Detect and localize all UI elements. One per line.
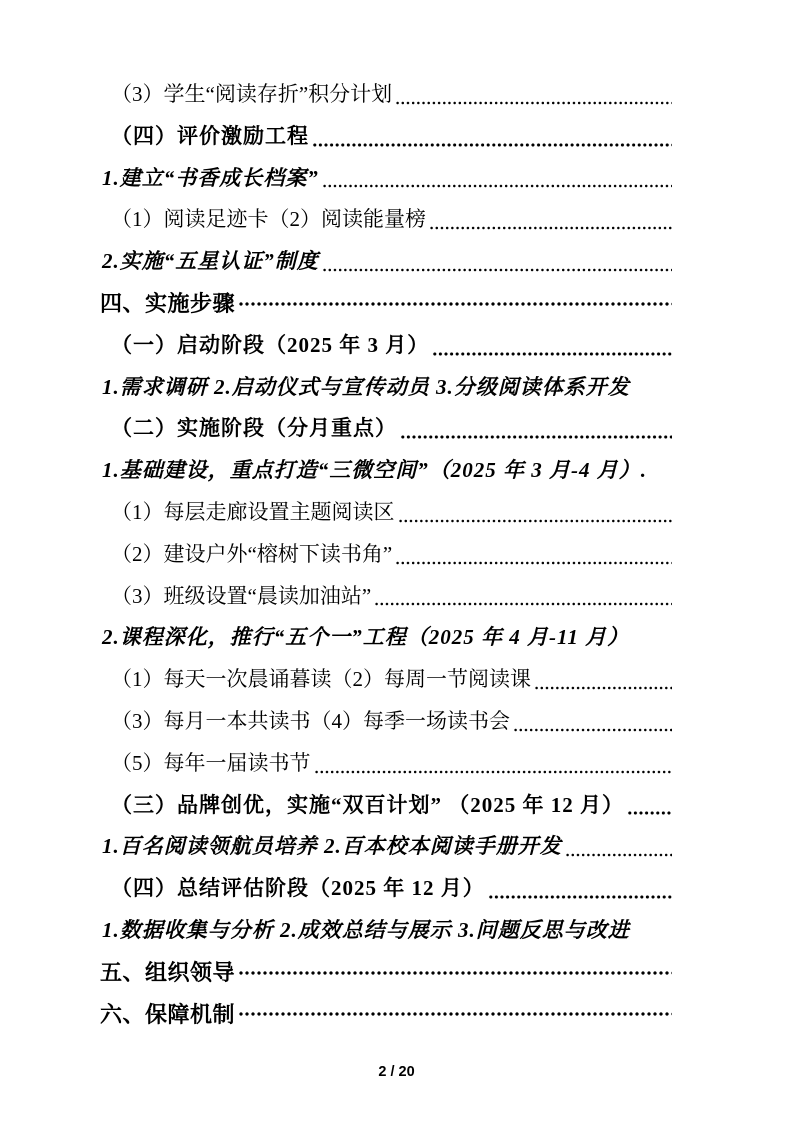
dot-leader [238, 952, 672, 994]
toc-entry[interactable] [100, 241, 672, 283]
toc-entry[interactable] [100, 659, 672, 701]
toc-entry[interactable] [100, 367, 672, 409]
dot-leader [238, 283, 672, 325]
dot-leader [395, 534, 672, 576]
toc-entry[interactable] [100, 576, 672, 618]
toc-entry-text: （四）总结评估阶段（2025 年 12 月） [111, 876, 485, 901]
dot-leader [314, 743, 673, 785]
toc-entry-text: 1.建立“书香成长档案” [102, 165, 319, 190]
toc-entry[interactable] [100, 116, 672, 158]
toc-entry-text: 1.数据收集与分析 2.成效总结与展示 3.问题反思与改进 [102, 917, 630, 942]
toc-entry-text: （5）每年一届读书节 [111, 750, 311, 775]
toc-entry[interactable] [100, 994, 672, 1036]
toc-entry-text: 1.基础建设，重点打造“三微空间”（2025 年 3 月-4 月）. [102, 458, 647, 483]
toc-entry-text: （3）每月一本共读书（4）每季一场读书会 [111, 708, 510, 733]
dot-leader [565, 826, 672, 868]
toc-entry[interactable] [100, 325, 672, 367]
toc-list [100, 74, 672, 1035]
toc-entry-text: （三）品牌创优，实施“双百计划” （2025 年 12 月） [111, 792, 624, 817]
toc-entry-text: （3）班级设置“晨读加油站” [111, 583, 372, 608]
toc-entry[interactable] [100, 534, 672, 576]
toc-entry-text: 1.百名阅读领航员培养 2.百本校本阅读手册开发 [102, 834, 562, 859]
toc-entry[interactable] [100, 743, 672, 785]
dot-leader [238, 994, 672, 1036]
dot-leader [513, 701, 672, 743]
toc-entry-text: 六、保障机制 [100, 1001, 236, 1027]
toc-entry[interactable] [100, 952, 672, 994]
dot-leader [312, 116, 672, 158]
toc-entry-text: （2）建设户外“榕树下读书角” [111, 541, 393, 566]
toc-entry[interactable] [100, 868, 672, 910]
toc-entry-text: （1）每天一次晨诵暮读（2）每周一节阅读课 [111, 667, 531, 692]
toc-entry-text: （1）阅读足迹卡（2）阅读能量榜 [111, 207, 426, 232]
dot-leader [398, 492, 673, 534]
toc-entry[interactable] [100, 910, 672, 952]
toc-entry[interactable] [100, 826, 672, 868]
dot-leader [432, 325, 672, 367]
dot-leader [400, 408, 672, 450]
toc-entry-text: 五、组织领导 [100, 959, 236, 985]
toc-entry-text: （二）实施阶段（分月重点） [111, 416, 397, 441]
toc-entry-text: （3）学生“阅读存折”积分计划 [111, 82, 393, 106]
toc-entry-text: （四）评价激励工程 [111, 123, 309, 148]
toc-entry[interactable] [100, 283, 672, 325]
toc-entry[interactable] [100, 450, 672, 492]
page-footer [0, 1062, 793, 1082]
toc-entry[interactable] [100, 408, 672, 450]
dot-leader [534, 659, 672, 701]
dot-leader [488, 868, 672, 910]
toc-entry-text: 四、实施步骤 [100, 290, 236, 316]
toc-entry[interactable] [100, 701, 672, 743]
toc-entry-text: 2.实施“五星认证”制度 [102, 249, 319, 274]
dot-leader [429, 199, 672, 241]
toc-entry[interactable] [100, 74, 672, 116]
toc-entry[interactable] [100, 492, 672, 534]
dot-leader [374, 576, 672, 618]
toc-entry[interactable] [100, 199, 672, 241]
dot-leader [627, 785, 672, 827]
toc-entry[interactable] [100, 617, 672, 659]
toc-entry-text: （1）每层走廊设置主题阅读区 [111, 499, 395, 524]
toc-entry[interactable] [100, 785, 672, 827]
dot-leader [322, 158, 672, 200]
dot-leader [322, 241, 672, 283]
dot-leader [395, 74, 672, 116]
toc-entry-text: 2.课程深化，推行“五个一”工程（2025 年 4 月-11 月） [102, 625, 630, 650]
toc-entry-text: 1.需求调研 2.启动仪式与宣传动员 3.分级阅读体系开发 [102, 374, 630, 399]
toc-entry[interactable] [100, 158, 672, 200]
page-number: 2 / 20 [378, 1064, 415, 1080]
toc-entry-text: （一）启动阶段（2025 年 3 月） [111, 332, 430, 357]
